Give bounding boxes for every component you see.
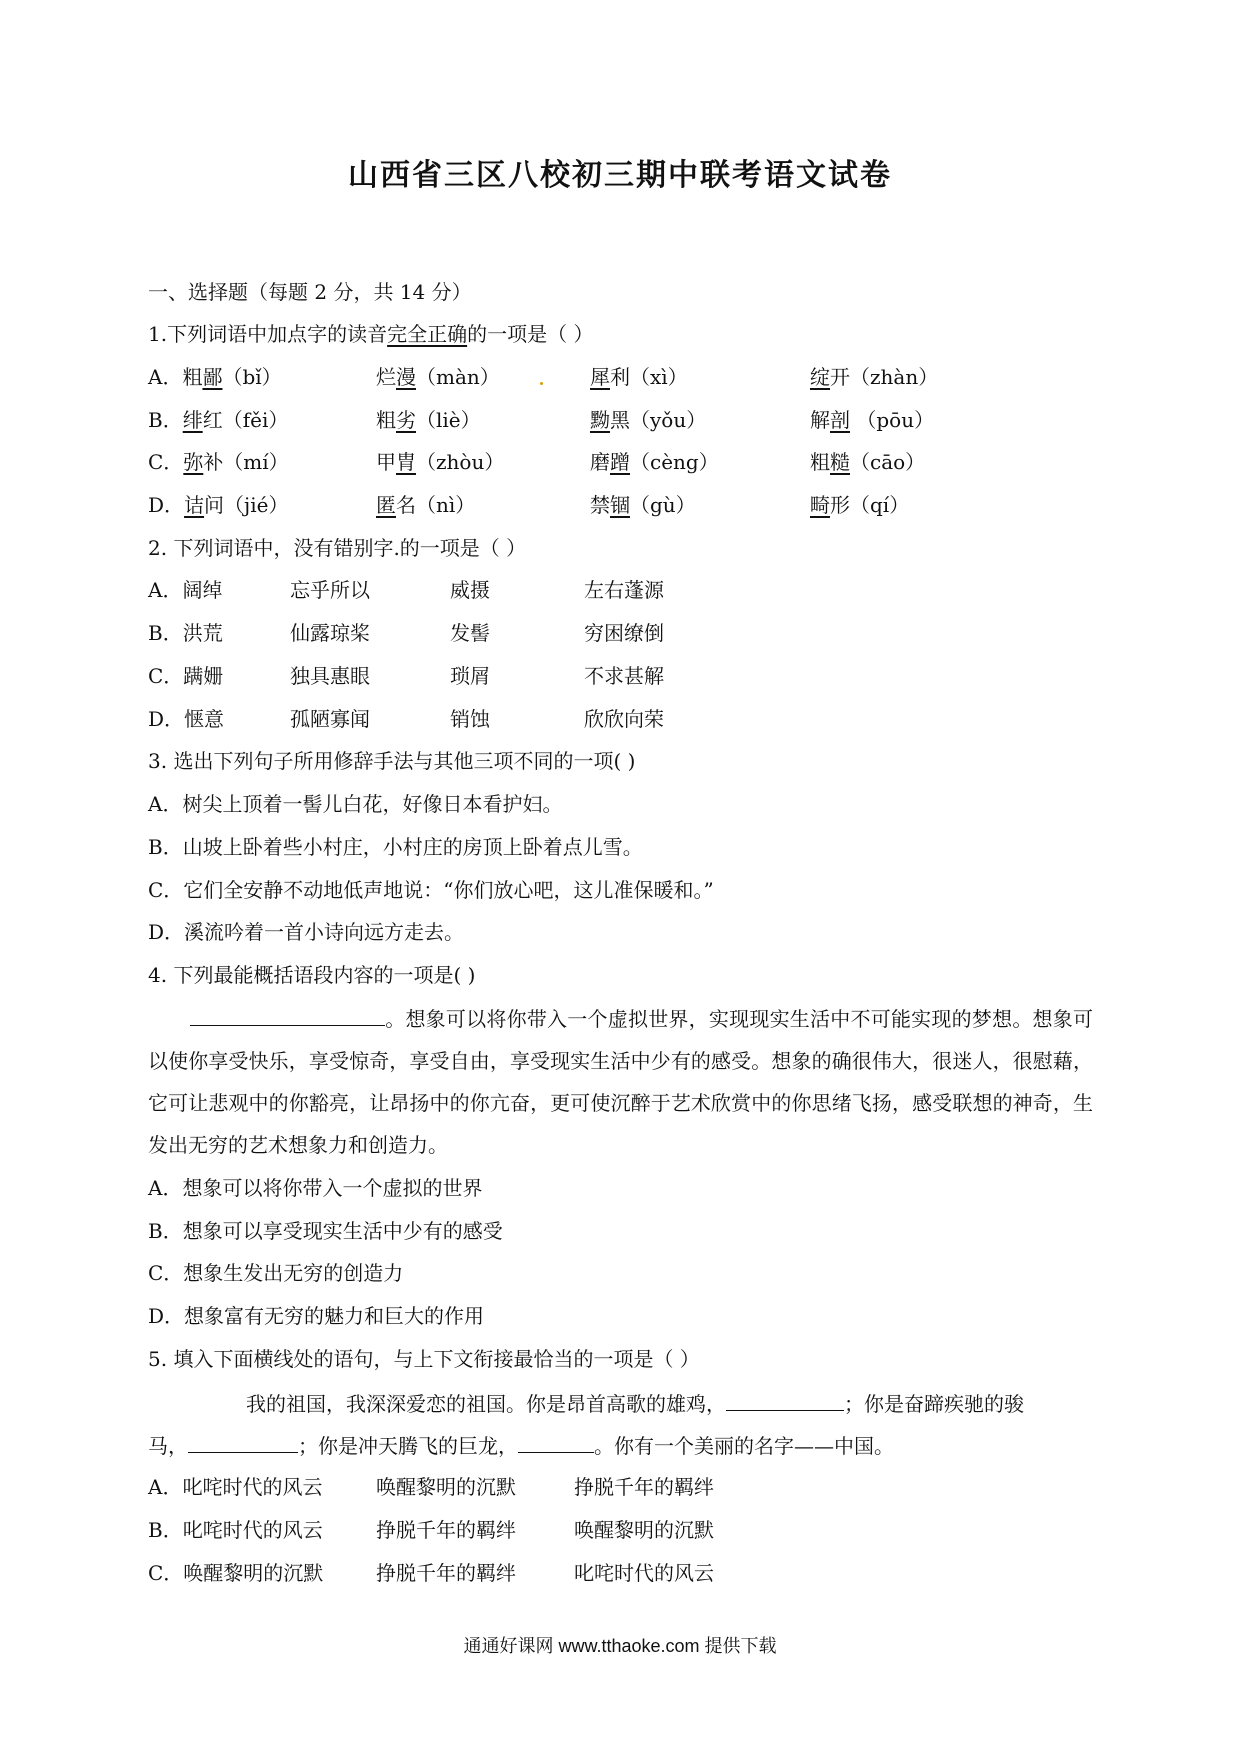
q3-option-d: D．溪流吟着一首小诗向远方走去。: [148, 920, 465, 944]
q1-cell-pre: A．粗: [148, 365, 203, 389]
q1-cell-post: （liè）: [416, 408, 481, 432]
q5-option-cell: B．叱咤时代的风云: [148, 1518, 323, 1542]
q2-option-cell: 忘乎所以: [290, 578, 370, 602]
q2-option-cell: 穷困缭倒: [584, 621, 664, 645]
q1-cell-dotted-char: 糙: [830, 450, 850, 474]
q2-option-cell: 仙露琼桨: [290, 621, 370, 645]
q1-cell-post: （cèng）: [630, 450, 719, 474]
q2-option-cell: B．洪荒: [148, 621, 223, 645]
q3-option-b: B．山坡上卧着些小村庄，小村庄的房顶上卧着点儿雪。: [148, 835, 643, 859]
q1-cell-dotted-char: 漫: [396, 365, 416, 389]
q4-passage: [148, 998, 1093, 1166]
q1-option-cell: [590, 406, 706, 434]
q1-cell-dotted-char: 胄: [396, 450, 416, 474]
question-2-stem: 2. 下列词语中，没有错别字.的一项是（ ）: [148, 536, 527, 560]
q5-option-cell: C．唤醒黎明的沉默: [148, 1561, 324, 1585]
q1-cell-dotted-char: 黝: [590, 408, 610, 432]
q5-p2a: 马，: [148, 1434, 188, 1458]
q5-blank-2: [188, 1430, 298, 1453]
q1-cell-dotted-char: 绽: [810, 365, 830, 389]
q1-option-cell: [376, 491, 475, 519]
question-3-stem: 3. 选出下列句子所用修辞手法与其他三项不同的一项( ): [148, 749, 636, 773]
q5-p1a: 我的祖国，我深深爱恋的祖国。你是昂首高歌的雄鸡，: [246, 1392, 726, 1416]
q1-cell-pre: B．: [148, 408, 183, 432]
q1-cell-post: 形（qí）: [830, 493, 910, 517]
question-4-stem: 4. 下列最能概括语段内容的一项是( ): [148, 963, 476, 987]
q1-cell-dotted-char: 绯: [182, 408, 203, 432]
q5-passage-line-2: [148, 1430, 894, 1460]
q1-option-cell: [148, 363, 282, 391]
q1-option-cell: [148, 406, 288, 434]
q1-cell-post: （pōu）: [850, 408, 935, 432]
q5-p1b: ；你是奋蹄疾驰的骏: [844, 1392, 1024, 1416]
q1-cell-post: 利（xì）: [610, 365, 688, 389]
q1-option-cell: [376, 448, 504, 476]
q1-cell-post: 红（fěi）: [202, 408, 289, 432]
q1-cell-post: 问（jié）: [204, 493, 289, 517]
q2-option-cell: 欣欣向荣: [584, 707, 664, 731]
question-5-stem: 5. 填入下面横线处的语句，与上下文衔接最恰当的一项是（ ）: [148, 1347, 700, 1371]
q1-cell-dotted-char: 鄙: [202, 365, 223, 389]
q3-option-a: A．树尖上顶着一髻儿白花，好像日本看护妇。: [148, 792, 563, 816]
q2-option-cell: 销蚀: [450, 707, 490, 731]
q5-option-cell: 挣脱千年的羁绊: [376, 1518, 516, 1542]
q1-cell-post: 补（mí）: [203, 450, 289, 474]
q1-option-cell: [376, 363, 500, 391]
q1-cell-post: （gù）: [630, 493, 696, 517]
q1-stem-post: 的一项是（ ）: [467, 322, 594, 346]
page-title: 山西省三区八校初三期中联考语文试卷: [348, 158, 892, 193]
q2-option-cell: D．惬意: [148, 707, 225, 731]
q1-cell-pre: 粗: [810, 450, 830, 474]
q3-option-c: C．它们全安静不动地低声地说：“你们放心吧，这儿准保暖和。”: [148, 878, 714, 902]
q1-cell-pre: C．: [148, 450, 184, 474]
q1-stem-pre: 1.下列词语中加点字的读音: [148, 322, 388, 346]
q1-cell-dotted-char: 诘: [184, 493, 205, 517]
q1-cell-post: （zhòu）: [416, 450, 505, 474]
q1-option-cell: [590, 491, 696, 519]
q1-cell-pre: D．: [148, 493, 185, 517]
q5-option-cell: 挣脱千年的羁绊: [376, 1561, 516, 1585]
q1-cell-pre: 禁: [590, 493, 610, 517]
q2-option-cell: 发髻: [450, 621, 490, 645]
q1-stem-underlined: 完全正确: [387, 322, 468, 346]
q4-option-c: C．想象生发出无穷的创造力: [148, 1261, 404, 1285]
q1-cell-dotted-char: 劣: [396, 408, 416, 432]
q2-option-cell: C．蹒姗: [148, 664, 224, 688]
q1-cell-pre: 粗: [376, 408, 396, 432]
q1-cell-post: 名（nì）: [396, 493, 476, 517]
q1-cell-dotted-char: 弥: [183, 450, 204, 474]
q1-cell-dotted-char: 畸: [810, 493, 830, 517]
q2-option-cell: 不求甚解: [584, 664, 664, 688]
q1-cell-dotted-char: 剖: [830, 408, 850, 432]
section-heading: 一、选择题（每题 2 分，共 14 分）: [148, 280, 472, 304]
q1-option-cell: [148, 448, 289, 476]
q1-option-cell: [148, 491, 288, 519]
q4-passage-rest: 想象可以使你享受快乐，享受惊奇，享受自由，享受现实生活中少有的感受。想象的确很伟大，很迷人，很慰藉，它可让悲观中的你豁亮，让昂扬中的你亢奋，更可使沉醉于艺术欣赏中的你思绪飞扬，感受联想的神奇，生发出无穷的艺术想象力和创造力。: [148, 1007, 1094, 1157]
q2-option-cell: 孤陋寡闻: [290, 707, 370, 731]
q4-option-b: B．想象可以享受现实生活中少有的感受: [148, 1219, 503, 1243]
q2-option-cell: A．阔绰: [148, 578, 223, 602]
q5-option-cell: 挣脱千年的羁绊: [574, 1475, 714, 1499]
q5-blank-3: [518, 1430, 594, 1453]
q2-option-cell: 威摄: [450, 578, 490, 602]
q4-option-d: D．想象富有无穷的魅力和巨大的作用: [148, 1304, 485, 1328]
q4-blank: [190, 1003, 385, 1026]
q1-option-cell: [590, 363, 688, 391]
q1-option-cell: [810, 363, 938, 391]
q5-blank-1: [726, 1388, 844, 1411]
q2-option-cell: 琐屑: [450, 664, 490, 688]
q5-passage-line-1: [246, 1388, 1024, 1418]
q1-cell-dotted-char: 锢: [610, 493, 630, 517]
q1-cell-pre: 烂: [376, 365, 396, 389]
q5-option-cell: 叱咤时代的风云: [574, 1561, 714, 1585]
stray-dot: [540, 382, 543, 385]
q1-cell-dotted-char: 匿: [376, 493, 396, 517]
question-1-stem: [148, 320, 593, 348]
q2-option-cell: 独具惠眼: [290, 664, 370, 688]
q1-cell-post: （bǐ）: [222, 365, 282, 389]
q1-option-cell: [810, 491, 909, 519]
footer-credit: 通通好课网 www.tthaoke.com 提供下载: [463, 1636, 777, 1656]
q1-cell-dotted-char: 蹭: [610, 450, 630, 474]
q1-cell-pre: 甲: [376, 450, 396, 474]
q4-option-a: A．想象可以将你带入一个虚拟的世界: [148, 1176, 483, 1200]
q5-option-cell: 唤醒黎明的沉默: [376, 1475, 516, 1499]
q1-cell-pre: 解: [810, 408, 830, 432]
q1-cell-post: （cāo）: [850, 450, 926, 474]
q1-cell-dotted-char: 犀: [590, 365, 610, 389]
q1-option-cell: [810, 406, 934, 434]
q1-option-cell: [590, 448, 719, 476]
q1-cell-pre: 磨: [590, 450, 610, 474]
q1-option-cell: [810, 448, 925, 476]
q5-p2c: 。你有一个美丽的名字——中国。: [594, 1434, 894, 1458]
q2-option-cell: 左右蓬源: [584, 578, 664, 602]
q5-option-cell: A．叱咤时代的风云: [148, 1475, 323, 1499]
q5-p2b: ；你是冲天腾飞的巨龙，: [298, 1434, 518, 1458]
q1-cell-post: 黑（yǒu）: [610, 408, 707, 432]
q1-option-cell: [376, 406, 481, 434]
q1-cell-post: （màn）: [416, 365, 500, 389]
q1-cell-post: 开（zhàn）: [830, 365, 939, 389]
q5-option-cell: 唤醒黎明的沉默: [574, 1518, 714, 1542]
q4-passage-first: 。想象可以将你带入一个虚拟世界，实现现实生活中不可能实现的梦想。: [385, 1007, 1033, 1031]
